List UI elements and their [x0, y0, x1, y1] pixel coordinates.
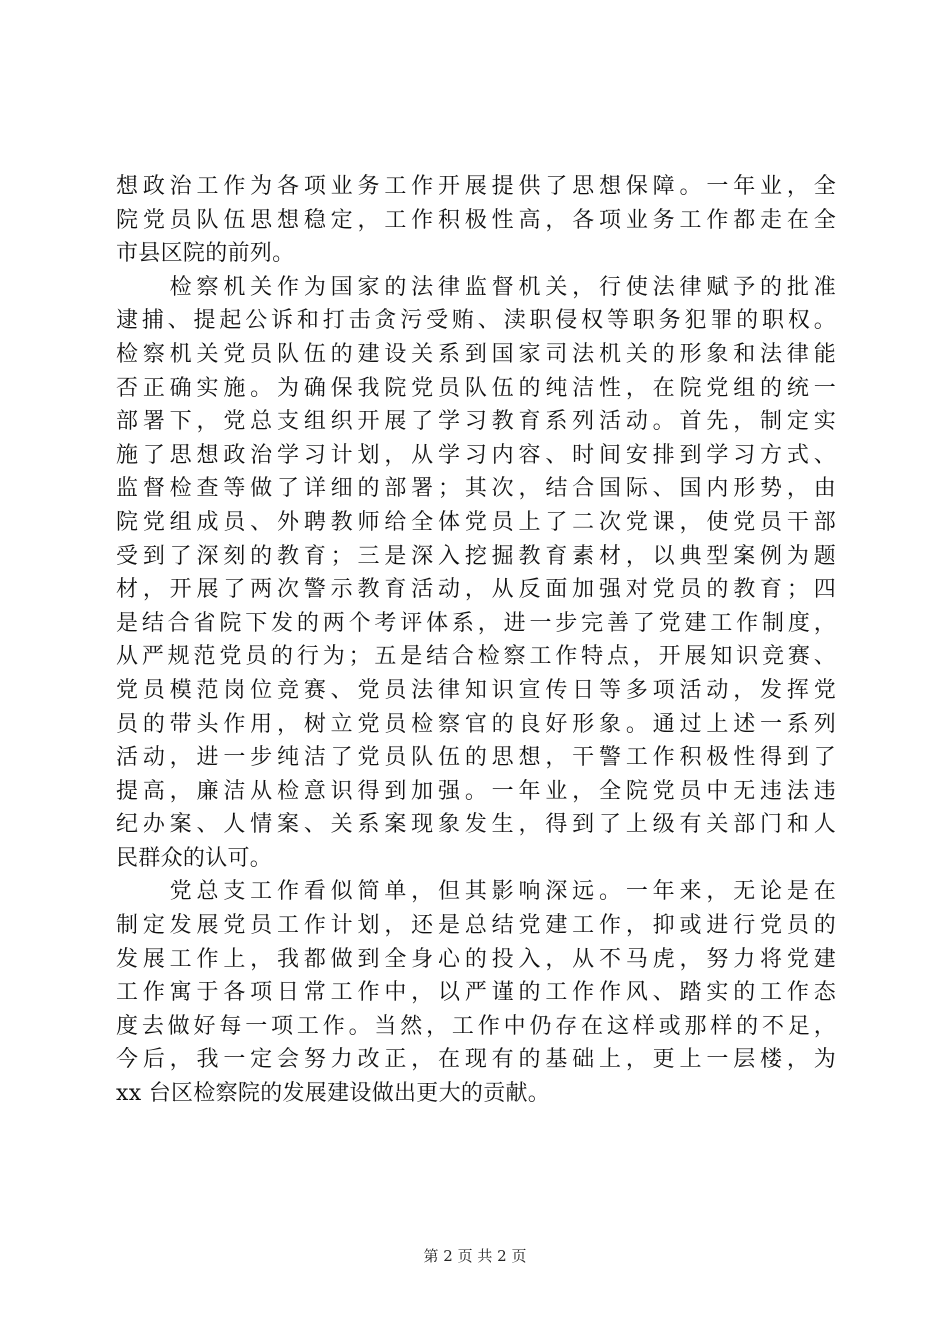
- text-line: 院党组成员、外聘教师给全体党员上了二次党课，使党员干部: [116, 509, 836, 535]
- text-line: 院党员队伍思想稳定，工作积极性高，各项业务工作都走在全: [116, 207, 836, 233]
- text-line: 今后，我一定会努力改正，在现有的基础上，更上一层楼，为: [116, 1047, 836, 1073]
- text-line: 党员模范岗位竞赛、党员法律知识宣传日等多项活动，发挥党: [116, 677, 836, 703]
- text-line: 工作寓于各项日常工作中，以严谨的工作作风、踏实的工作态: [116, 980, 836, 1006]
- text-line: 检察机关作为国家的法律监督机关，行使法律赋予的批准: [116, 274, 836, 300]
- text-line: 市县区院的前列。: [116, 241, 295, 267]
- text-line: 监督检查等做了详细的部署；其次，结合国际、国内形势，由: [116, 476, 836, 502]
- text-line: 度去做好每一项工作。当然，工作中仍存在这样或那样的不足，: [116, 1013, 836, 1039]
- text-line: 发展工作上，我都做到全身心的投入，从不马虎，努力将党建: [116, 946, 836, 972]
- text-line: 是结合省院下发的两个考评体系，进一步完善了党建工作制度，: [116, 610, 836, 636]
- text-line: 提高，廉洁从检意识得到加强。一年业，全院党员中无违法违: [116, 778, 836, 804]
- text-line: 想政治工作为各项业务工作开展提供了思想保障。一年业，全: [116, 174, 836, 199]
- text-line: 纪办案、人情案、关系案现象发生，得到了上级有关部门和人: [116, 812, 836, 838]
- text-line: 否正确实施。为确保我院党员队伍的纯洁性，在院党组的统一: [116, 375, 836, 401]
- text-line: 党总支工作看似简单，但其影响深远。一年来，无论是在: [116, 879, 836, 905]
- text-line: 部署下，党总支组织开展了学习教育系列活动。首先，制定实: [116, 409, 836, 435]
- text-line: 施了思想政治学习计划，从学习内容、时间安排到学习方式、: [116, 442, 836, 468]
- text-line: 民群众的认可。: [116, 845, 273, 871]
- text-line: 员的带头作用，树立党员检察官的良好形象。通过上述一系列: [116, 711, 836, 737]
- page-footer: 第 2 页 共 2 页: [423, 1247, 527, 1265]
- text-line: xx 台区检察院的发展建设做出更大的贡献。: [116, 1081, 551, 1107]
- text-line: 受到了深刻的教育；三是深入挖掘教育素材，以典型案例为题: [116, 543, 836, 569]
- text-line: 从严规范党员的行为；五是结合检察工作特点，开展知识竞赛、: [116, 644, 836, 670]
- text-line: 制定发展党员工作计划，还是总结党建工作，抑或进行党员的: [116, 913, 836, 939]
- text-line: 材，开展了两次警示教育活动，从反面加强对党员的教育；四: [116, 577, 836, 603]
- text-line: 检察机关党员队伍的建设关系到国家司法机关的形象和法律能: [116, 341, 836, 367]
- document-body: [116, 170, 836, 1111]
- text-line: 活动，进一步纯洁了党员队伍的思想，干警工作积极性得到了: [116, 745, 836, 771]
- text-line: 逮捕、提起公诉和打击贪污受贿、渎职侵权等职务犯罪的职权。: [116, 308, 836, 334]
